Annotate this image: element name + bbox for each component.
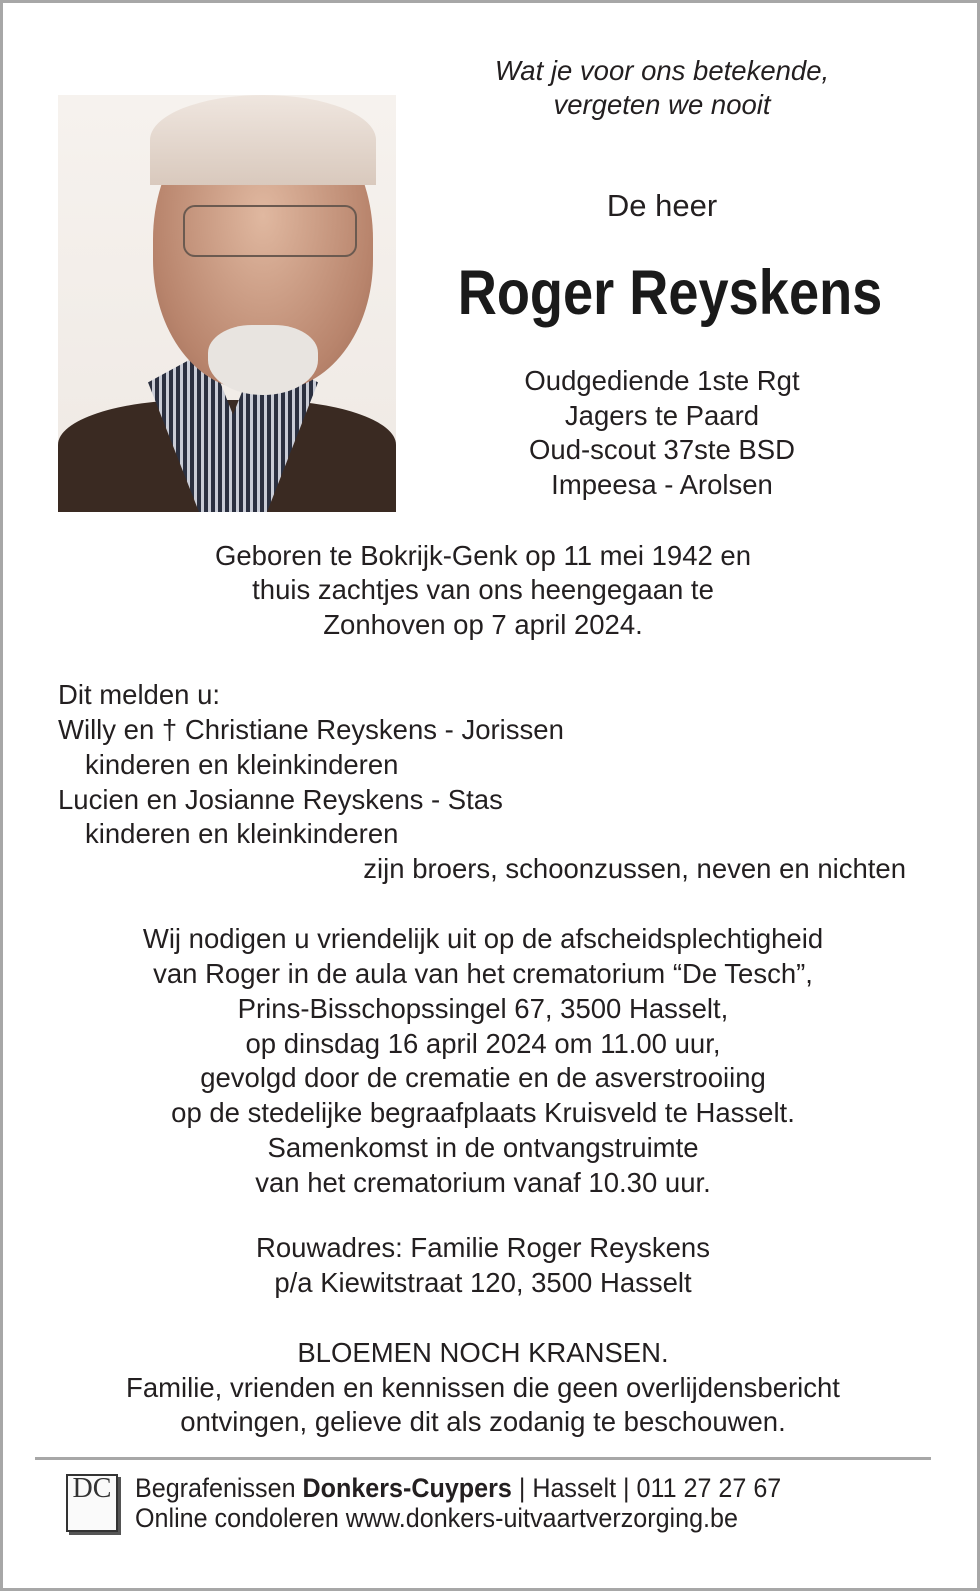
footer-prefix: Begrafenissen (135, 1473, 303, 1503)
ceremony-line: van Roger in de aula van het crematorium “De Tesch”, (153, 958, 813, 989)
birth-death-line: Geboren te Bokrijk-Genk op 11 mei 1942 en (214, 540, 752, 571)
funeral-home-line (135, 1473, 781, 1503)
address-line: p/a Kiewitstraat 120, 3500 Hasselt (274, 1267, 692, 1298)
affiliation: Impeesa - Arolsen (551, 469, 773, 500)
announcer: Lucien en Josianne Reyskens - Stas (58, 784, 503, 815)
motto-line: Wat je voor ons betekende, (494, 55, 830, 86)
portrait-photo (58, 95, 396, 512)
ceremony-line: Prins-Bisschopssingel 67, 3500 Hasselt, (237, 993, 729, 1024)
ceremony-line: gevolgd door de crematie en de asverstrooiing (200, 1062, 766, 1093)
ceremony-line: Wij nodigen u vriendelijk uit op de afscheidsplechtigheid (142, 923, 824, 954)
ceremony-line: op de stedelijke begraafplaats Kruisveld te Hasselt. (171, 1097, 795, 1128)
deceased-name: Roger Reyskens (457, 258, 883, 328)
notice-line: Familie, vrienden en kennissen die geen overlijdensbericht (126, 1372, 840, 1403)
announcers-closing: zijn broers, schoonzussen, neven en nichten (363, 853, 906, 884)
affiliation: Jagers te Paard (564, 400, 760, 431)
announcer: Willy en † Christiane Reyskens - Jorissen (58, 714, 564, 745)
motto-line: vergeten we nooit (553, 89, 771, 120)
announcer-sub: kinderen en kleinkinderen (85, 818, 399, 849)
notice-line: BLOEMEN NOCH KRANSEN. (297, 1337, 669, 1368)
affiliation: Oud-scout 37ste BSD (529, 434, 795, 465)
announcers-intro: Dit melden u: (58, 679, 221, 710)
footer-contact: | Hasselt | 011 27 27 67 (511, 1473, 782, 1503)
ceremony-line: op dinsdag 16 april 2024 om 11.00 uur, (245, 1028, 721, 1059)
funeral-home-logo: DC (66, 1474, 118, 1532)
birth-death-line: thuis zachtjes van ons heengegaan te (252, 574, 714, 605)
address-line: Rouwadres: Familie Roger Reyskens (256, 1232, 710, 1263)
affiliation: Oudgediende 1ste Rgt (524, 365, 800, 396)
announcer-sub: kinderen en kleinkinderen (85, 749, 399, 780)
divider (35, 1457, 931, 1460)
condolences-link[interactable]: Online condoleren www.donkers-uitvaartverzorging.be (135, 1503, 738, 1533)
notice-line: ontvingen, gelieve dit als zodanig te beschouwen. (180, 1406, 786, 1437)
salutation: De heer (606, 188, 718, 223)
funeral-home-name: Donkers-Cuypers (302, 1473, 512, 1503)
birth-death-line: Zonhoven op 7 april 2024. (323, 609, 643, 640)
ceremony-line: van het crematorium vanaf 10.30 uur. (255, 1167, 711, 1198)
ceremony-line: Samenkomst in de ontvangstruimte (267, 1132, 699, 1163)
